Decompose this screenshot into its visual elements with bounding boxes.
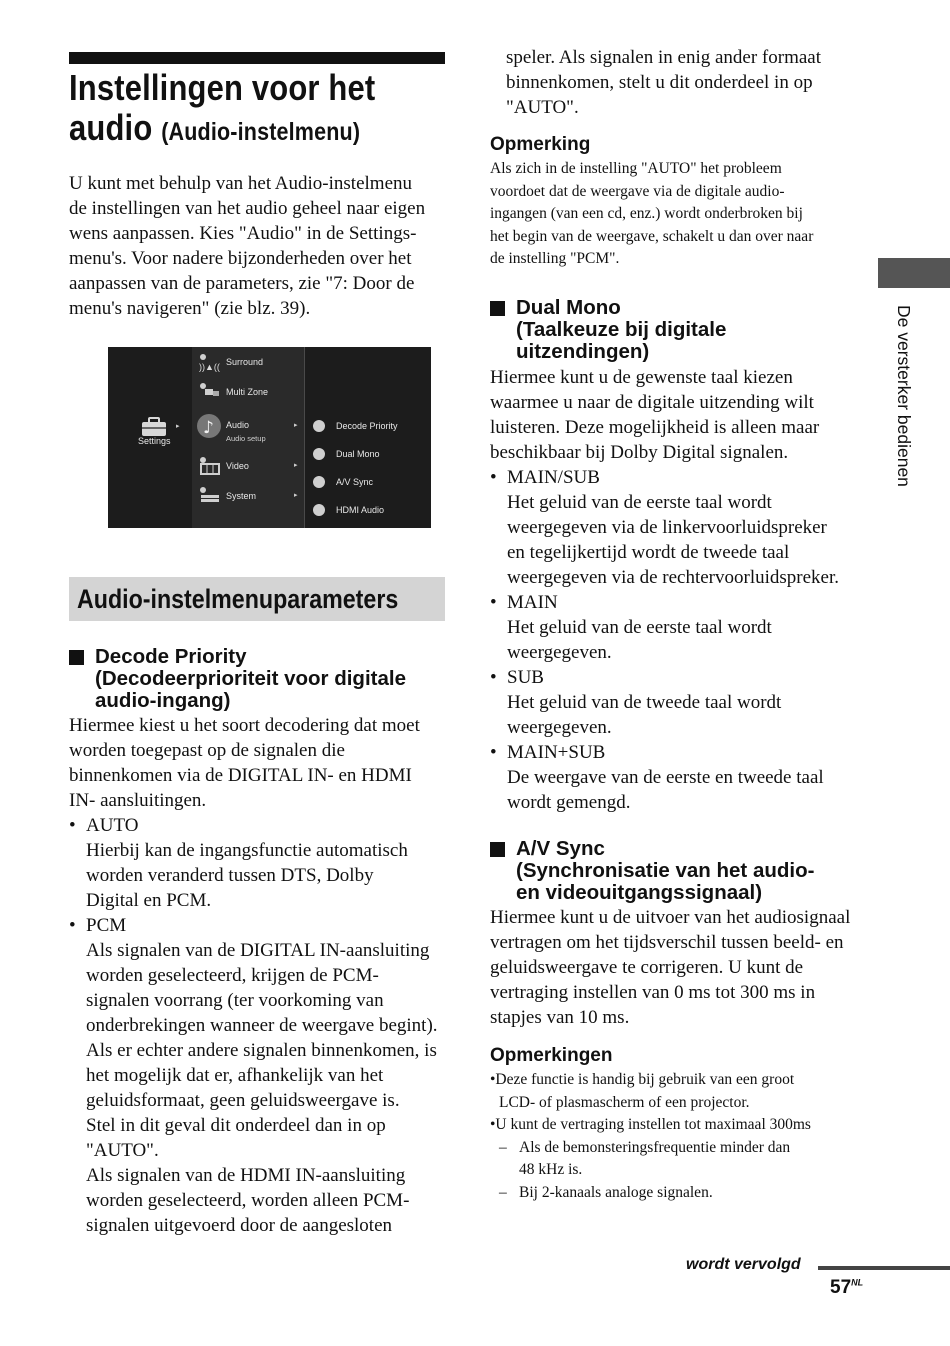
option-label: SUB <box>507 667 544 688</box>
side-tab-marker <box>878 258 950 288</box>
square-bullet-icon <box>69 650 84 665</box>
list-item <box>69 813 454 913</box>
text-line: "AUTO". <box>506 97 579 118</box>
list-item <box>490 740 870 815</box>
text-line: Het geluid van de eerste taal wordt <box>507 617 772 638</box>
text-line: en tegelijkertijd wordt de tweede taal <box>507 542 790 563</box>
list-item <box>490 665 870 740</box>
text-line: 48 kHz is. <box>519 1161 583 1178</box>
heading-line: (Decodeerprioriteit voor digitale <box>95 667 406 690</box>
system-icon <box>197 485 223 503</box>
side-tab <box>880 305 920 535</box>
text-line: Als signalen van de HDMI IN-aansluiting <box>86 1165 406 1186</box>
dash: – <box>499 1183 507 1201</box>
option-label-pcm: PCM <box>86 915 127 936</box>
text-line: Hierbij kan de ingangsfunctie automatisch <box>86 840 408 861</box>
heading-line: en videouitgangssignaal) <box>516 881 763 904</box>
decode-priority-heading <box>69 646 459 716</box>
text-line: Als er echter andere signalen binnenkomen, is <box>86 1040 437 1061</box>
text-line: het mogelijk dat er, afhankelijk van het <box>86 1065 384 1086</box>
text-line: speler. Als signalen in enig ander formaat <box>506 47 821 68</box>
text-line: binnenkomen, stelt u dit onderdeel in op <box>506 72 813 93</box>
text-line: Het geluid van de eerste taal wordt <box>507 492 772 513</box>
text-line: beschikbaar bij Dolby Digital signalen. <box>490 442 789 463</box>
heading-line: A/V Sync <box>516 837 605 860</box>
intro-line: wens aanpassen. Kies "Audio" in de Settings- <box>69 223 417 244</box>
text-line: geluidsweergave te corrigeren. U kunt de <box>490 957 804 978</box>
text-line: waarmee u naar de digitale uitzending wilt <box>490 392 814 413</box>
audio-note-icon <box>196 412 224 440</box>
toolbox-icon <box>140 417 168 437</box>
av-sync-heading <box>490 838 860 908</box>
bullet: • <box>490 667 497 688</box>
text-line: Hiermee kunt u de gewenste taal kiezen <box>490 367 793 388</box>
section-title: Audio-instelmenuparameters <box>77 584 399 614</box>
text-line: worden geselecteerd, krijgen de PCM- <box>86 965 379 986</box>
video-film-icon <box>197 455 223 475</box>
bullet: • <box>490 467 497 488</box>
menu-item-audio[interactable]: Audio <box>226 420 250 430</box>
chevron-right-icon: ▸ <box>176 423 180 430</box>
av-sync-body <box>490 905 870 1030</box>
text-line: LCD- of plasmascherm of een projector. <box>499 1093 750 1111</box>
continued-label: wordt vervolgd <box>686 1256 801 1273</box>
chevron-right-icon: ▸ <box>294 422 298 429</box>
intro-line: menu's. Voor nadere bijzonderheden over het <box>69 248 412 269</box>
text-line: onderbrekingen wanneer de weergave begint). <box>86 1015 438 1036</box>
settings-menu-screenshot <box>108 347 431 528</box>
notes-text <box>490 1069 870 1204</box>
heading-line: audio-ingang) <box>95 689 231 712</box>
text-line: worden geselecteerd, worden alleen PCM- <box>86 1190 410 1211</box>
dash: – <box>499 1138 507 1156</box>
menu-item-surround[interactable]: Surround <box>226 357 264 367</box>
dual-mono-heading <box>490 297 860 367</box>
text-line: weergegeven via de rechtervoorluidspreker. <box>507 567 839 588</box>
text-line: signalen voorrang (ter voorkoming van <box>86 990 384 1011</box>
menu-item-multi-zone[interactable]: Multi Zone <box>226 387 269 397</box>
intro-line: U kunt met behulp van het Audio-instelmenu <box>69 173 413 194</box>
menu-item-system[interactable]: System <box>226 491 257 501</box>
dual-mono-icon <box>313 448 325 460</box>
page-language: NL <box>851 1277 864 1288</box>
square-bullet-icon <box>490 301 505 316</box>
heading-line: (Taalkeuze bij digitale <box>516 318 727 341</box>
text-line: weergegeven. <box>507 642 612 663</box>
list-item <box>490 590 870 665</box>
av-sync-icon <box>313 476 325 488</box>
list-item <box>69 913 454 1238</box>
svg-text:))▲((: ))▲(( <box>199 362 220 372</box>
text-line: vertraging instellen van 0 ms tot 300 ms in <box>490 982 816 1003</box>
submenu-decode-priority[interactable]: Decode Priority <box>336 421 398 431</box>
heading-line: Decode Priority <box>95 645 247 668</box>
hdmi-audio-icon <box>313 504 325 516</box>
bullet: • <box>69 815 76 836</box>
text-line: het begin van de weergave, schakelt u dan over naar <box>490 227 814 245</box>
text-line: Digital en PCM. <box>86 890 212 911</box>
heading-line: uitzendingen) <box>516 340 650 363</box>
intro-line: menu's navigeren" (zie blz. 39). <box>69 298 311 319</box>
submenu-dual-mono[interactable]: Dual Mono <box>336 449 380 459</box>
intro-line: aanpassen van de parameters, zie "7: Door de <box>69 273 415 294</box>
page-title-line2: audio <box>69 107 153 148</box>
decode-priority-body <box>69 713 454 1238</box>
text-line: IN- aansluitingen. <box>69 790 207 811</box>
text-line: "AUTO". <box>86 1140 159 1161</box>
text-line: signalen uitgevoerd door de aangesloten <box>86 1215 393 1236</box>
text-line: stapjes van 10 ms. <box>490 1007 630 1028</box>
text-line: Het geluid van de tweede taal wordt <box>507 692 782 713</box>
menu-divider <box>304 347 305 528</box>
text-line: Hiermee kunt u de uitvoer van het audiosignaal <box>490 907 851 928</box>
audio-setup-caption: Audio setup <box>226 434 266 443</box>
text-line: •Deze functie is handig bij gebruik van een groot <box>490 1071 795 1088</box>
bullet: • <box>69 915 76 936</box>
list-item <box>490 465 870 590</box>
note-heading: Opmerking <box>490 134 591 155</box>
text-line: Stel in dit geval dit onderdeel dan in op <box>86 1115 386 1136</box>
bullet: • <box>490 742 497 763</box>
text-line: weergegeven via de linkervoorluidspreker <box>507 517 827 538</box>
heading-line: (Synchronisatie van het audio- <box>516 859 815 882</box>
surround-icon <box>197 352 223 372</box>
text-line: de instelling "PCM". <box>490 250 620 267</box>
text-line: worden veranderd tussen DTS, Dolby <box>86 865 374 886</box>
chevron-right-icon: ▸ <box>294 492 298 499</box>
text-line: geluidsformaat, geen geluidsweergave is. <box>86 1090 400 1111</box>
menu-item-video[interactable]: Video <box>226 461 249 471</box>
heading-line: Dual Mono <box>516 296 621 319</box>
continued-rule <box>818 1266 950 1270</box>
option-label-auto: AUTO <box>86 815 139 836</box>
page-number <box>830 1277 863 1299</box>
page-number-value: 57 <box>830 1277 852 1298</box>
intro-paragraph <box>69 171 449 321</box>
text-line: weergegeven. <box>507 717 612 738</box>
decode-priority-icon <box>313 420 325 432</box>
text-line: vertragen om het tijdsverschil tussen beeld- en <box>490 932 844 953</box>
text-line: De weergave van de eerste en tweede taal <box>507 767 824 788</box>
option-label: MAIN <box>507 592 558 613</box>
title-rule <box>69 52 445 64</box>
text-line: luisteren. Deze mogelijkheid is alleen maar <box>490 417 820 438</box>
page-title-line1: Instellingen voor het <box>69 67 376 108</box>
text-line: binnenkomen via de DIGITAL IN- en HDMI <box>69 765 412 786</box>
chevron-right-icon: ▸ <box>294 462 298 469</box>
page-title <box>69 68 413 152</box>
text-line: Als signalen van de DIGITAL IN-aansluiting <box>86 940 430 961</box>
text-line: voordoet dat de weergave via de digitale audio- <box>490 182 785 200</box>
pcm-continuation <box>506 45 866 120</box>
text-line: ingangen (van een cd, enz.) wordt onderbroken bij <box>490 205 803 222</box>
square-bullet-icon <box>490 842 505 857</box>
notes-heading: Opmerkingen <box>490 1045 613 1066</box>
text-line: wordt gemengd. <box>507 792 631 813</box>
option-label: MAIN/SUB <box>507 467 600 488</box>
text-line: Hiermee kiest u het soort decodering dat moet <box>69 715 420 736</box>
dual-mono-body <box>490 365 870 815</box>
submenu-hdmi-audio[interactable]: HDMI Audio <box>336 505 385 515</box>
settings-label: Settings <box>138 436 171 446</box>
intro-line: de instellingen van het audio geheel naar eigen <box>69 198 426 219</box>
side-tab-label: De versterker bedienen <box>894 305 914 487</box>
note-text <box>490 158 870 271</box>
text-line: Bij 2-kanaals analoge signalen. <box>519 1183 713 1201</box>
text-line: worden toegepast op de signalen die <box>69 740 345 761</box>
text-line: •U kunt de vertraging instellen tot maximaal 300ms <box>490 1116 811 1133</box>
svg-text:♪: ♪ <box>203 418 214 438</box>
bullet: • <box>490 592 497 613</box>
page-subtitle: (Audio-instelmenu) <box>161 118 361 146</box>
multi-zone-icon <box>197 381 223 399</box>
text-line: Als zich in de instelling "AUTO" het probleem <box>490 160 782 177</box>
text-line: Als de bemonsteringsfrequentie minder dan <box>519 1138 791 1156</box>
submenu-av-sync[interactable]: A/V Sync <box>336 477 374 487</box>
option-label: MAIN+SUB <box>507 742 606 763</box>
